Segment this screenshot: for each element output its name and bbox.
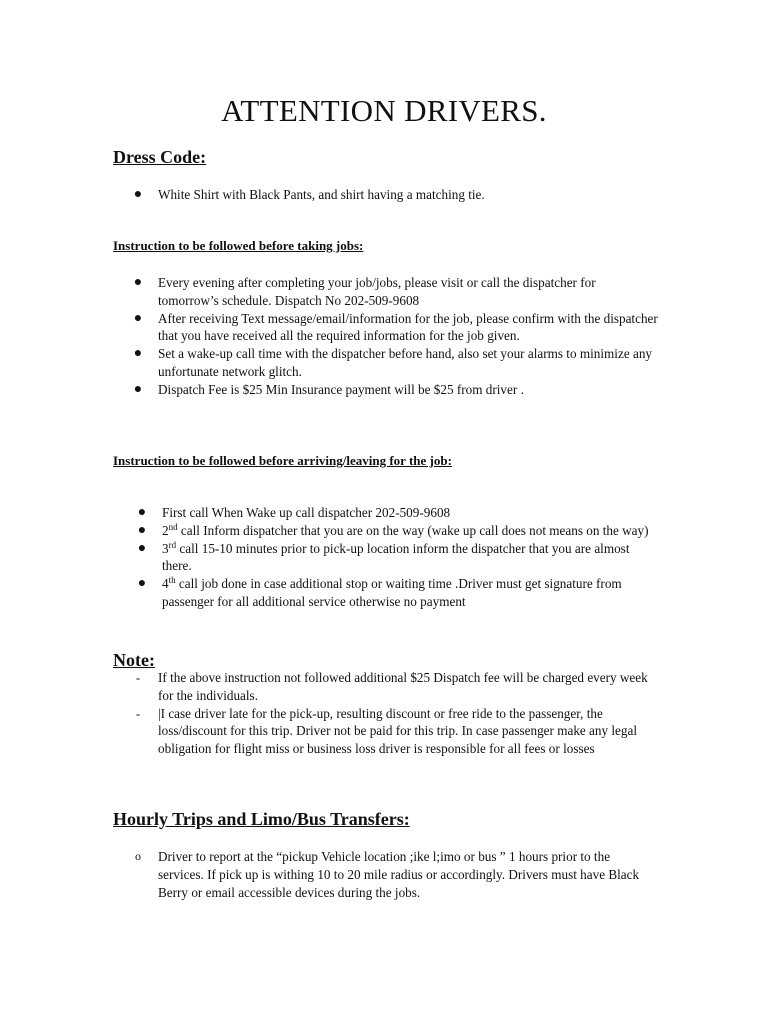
item-number: 3 — [162, 540, 169, 556]
item-ordinal: rd — [168, 539, 177, 550]
arriving-heading: Instruction to be followed before arriving/leaving for the job: — [113, 453, 452, 468]
list-item — [133, 274, 658, 310]
list-item — [133, 345, 658, 381]
circle-bullet-icon: o — [135, 849, 141, 863]
item-text: Driver to report at the “pickup Vehicle location ;ike l;imo or bus ” 1 hours prior to the services. If pick up is withing 10 to 20 mile radius or accordingly. Drivers must have Black Berry or email accessible devices during the jobs. — [158, 849, 640, 900]
list-item — [135, 848, 658, 901]
dash-icon: - — [135, 670, 141, 685]
item-number: 4 — [162, 576, 169, 592]
bullet-icon: ● — [137, 576, 147, 592]
item-text: call 15-10 minutes prior to pick-up location inform the dispatcher that you are almost there. — [162, 540, 630, 574]
item-text: call job done in case additional stop or waiting time .Driver must get signature from passenger for all additional service otherwise no payment — [162, 576, 622, 609]
list-item — [133, 186, 658, 204]
item-text: |I case driver late for the pick-up, resulting discount or free ride to the passenger, the loss/discount for this trip. Driver not be paid for this trip. In case passenger make any legal obligation for flight miss or business loss driver is responsible for all fees or losses — [158, 705, 638, 757]
page-title: ATTENTION DRIVERS. — [221, 93, 547, 128]
list-item — [137, 575, 658, 611]
list-item — [135, 705, 658, 758]
item-text: First call When Wake up call dispatcher 202-509-9608 — [162, 505, 451, 520]
item-text: Dispatch Fee is $25 Min Insurance payment will be $25 from driver . — [158, 381, 524, 397]
item-text: If the above instruction not followed additional $25 Dispatch fee will be charged every week for the individuals. — [158, 670, 648, 703]
bullet-icon: ● — [133, 310, 143, 326]
item-text: Every evening after completing your job/jobs, please visit or call the dispatcher for tomorrow’s schedule. Dispatch No 202-509-9608 — [158, 275, 596, 308]
item-number: 2 — [162, 522, 169, 538]
note-heading: Note: — [113, 650, 155, 670]
dress-code-list — [133, 186, 658, 204]
list-item — [137, 504, 658, 522]
list-item — [135, 669, 658, 705]
bullet-icon: ● — [133, 187, 143, 202]
item-text: White Shirt with Black Pants, and shirt having a matching tie. — [158, 187, 485, 202]
before-jobs-list — [133, 274, 658, 399]
item-text: After receiving Text message/email/information for the job, please confirm with the dispatcher that you have received all the required information for the job given. — [158, 310, 658, 344]
bullet-icon: ● — [137, 540, 147, 556]
bullet-icon: ● — [133, 381, 143, 397]
hourly-list — [135, 848, 658, 901]
note-list — [135, 669, 658, 758]
dash-icon: - — [135, 705, 141, 721]
list-item — [133, 310, 658, 346]
bullet-icon: ● — [133, 346, 143, 362]
hourly-heading: Hourly Trips and Limo/Bus Transfers: — [113, 809, 410, 829]
before-jobs-heading: Instruction to be followed before taking jobs: — [113, 238, 364, 253]
list-item — [133, 381, 658, 399]
item-text: call Inform dispatcher that you are on the way (wake up call does not means on the way) — [177, 522, 649, 538]
list-item — [137, 521, 658, 540]
item-ordinal: nd — [168, 521, 178, 532]
bullet-icon: ● — [133, 275, 143, 290]
dress-code-heading: Dress Code: — [113, 147, 207, 167]
list-item — [137, 539, 658, 576]
arriving-list — [137, 504, 658, 611]
item-ordinal: th — [168, 575, 176, 586]
bullet-icon: ● — [137, 505, 147, 520]
item-text: Set a wake-up call time with the dispatcher before hand, also set your alarms to minimize any unfortunate network glitch. — [158, 346, 653, 379]
bullet-icon: ● — [137, 522, 147, 538]
